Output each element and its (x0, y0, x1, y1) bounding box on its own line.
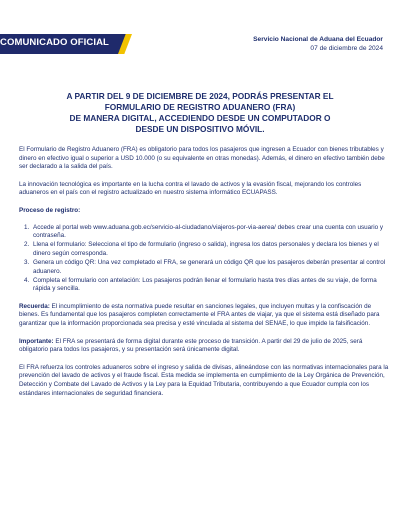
process-step-4: 4. Completa el formulario con antelación: Los pasajeros podrán llenar el formulario hasta tres días antes de su viaje, de forma rápida y sencilla. (31, 277, 389, 294)
process-step-3: 3. Genera un código QR: Una vez completado el FRA, se generará un código QR que los pasajeros deberán presentar al control aduanero. (31, 259, 389, 276)
intro-paragraph: El Formulario de Registro Aduanero (FRA) es obligatorio para todos los pasajeros que ingresen a Ecuador con bienes tributables y dinero en efectivo igual o superior a USD 10.000 (o su equivalente en otras monedas). Además, el dinero en efectivo también debe ser declarado a la salida del país. (19, 146, 385, 171)
reminder-paragraph (19, 303, 389, 329)
document-body (19, 146, 389, 407)
title-line-1: A PARTIR DEL 9 DE DICIEMBRE DE 2024, PODRÁS PRESENTAR EL (66, 91, 334, 101)
organization-name: Servicio Nacional de Aduana del Ecuador (253, 36, 383, 43)
banner-label: COMUNICADO OFICIAL (0, 37, 109, 48)
process-step-2: 2. Llena el formulario: Selecciona el tipo de formulario (ingreso o salida), ingresa los datos personales y declara los bienes y el dinero según corresponda. (31, 241, 389, 258)
important-paragraph (19, 338, 389, 355)
header-organization-block (253, 36, 383, 53)
title-line-4: DESDE UN DISPOSITIVO MÓVIL. (135, 124, 265, 134)
reminder-text: El incumplimiento de esta normativa puede resultar en sanciones legales, que incluyen multas y la confiscación de bienes. Es fundamental que los pasajeros completen correctamente el FRA antes de viajar, ya que el sistema está diseñado para garantizar que la información proporcionada sea precisa y esté vinculada al sistema del SENAE, lo que impide la falsificación. (19, 302, 380, 327)
process-heading: Proceso de registro: (19, 206, 81, 214)
innovation-paragraph: La innovación tecnológica es importante en la lucha contra el lavado de activos y la evasión fiscal, mejorando los controles aduaneros en el país con el registro actualizado en nuestro sistema informático ECUAPASS. (19, 180, 362, 197)
important-text: El FRA se presentará de forma digital durante este proceso de transición. A partir del 29 de julio de 2025, será obligatorio para todos los pasajeros, y su presentación será únicamente digital. (19, 337, 363, 354)
important-label: Importante: (19, 337, 54, 345)
process-step-1: 1. Accede al portal web www.aduana.gob.ec/servicio-al-ciudadano/viajeros-por-via-aerea/ debes crear una cuenta con usuario y contraseña. (31, 224, 389, 241)
title-line-2: FORMULARIO DE REGISTRO ADUANERO (FRA) (104, 102, 296, 112)
reminder-label: Recuerda: (19, 302, 50, 310)
page-title (30, 91, 370, 135)
closing-paragraph: El FRA refuerza los controles aduaneros sobre el ingreso y salida de divisas, alineándose con las normativas internacionales para la prevención del lavado de activos y el fraude fiscal. Esta medida se implementa en cumplimiento de la Ley Orgánica de Prevención, Detección y Combate del Lavado de Activos y la Ley para la Equidad Tributaria, contribuyendo a que Ecuador cumpla con los estándares internacionales de seguridad financiera. (19, 363, 389, 397)
title-line-3: DE MANERA DIGITAL, ACCEDIENDO DESDE UN COMPUTADOR O (69, 113, 331, 123)
process-steps-list (19, 224, 389, 294)
document-date: 07 de diciembre de 2024 (310, 44, 383, 52)
